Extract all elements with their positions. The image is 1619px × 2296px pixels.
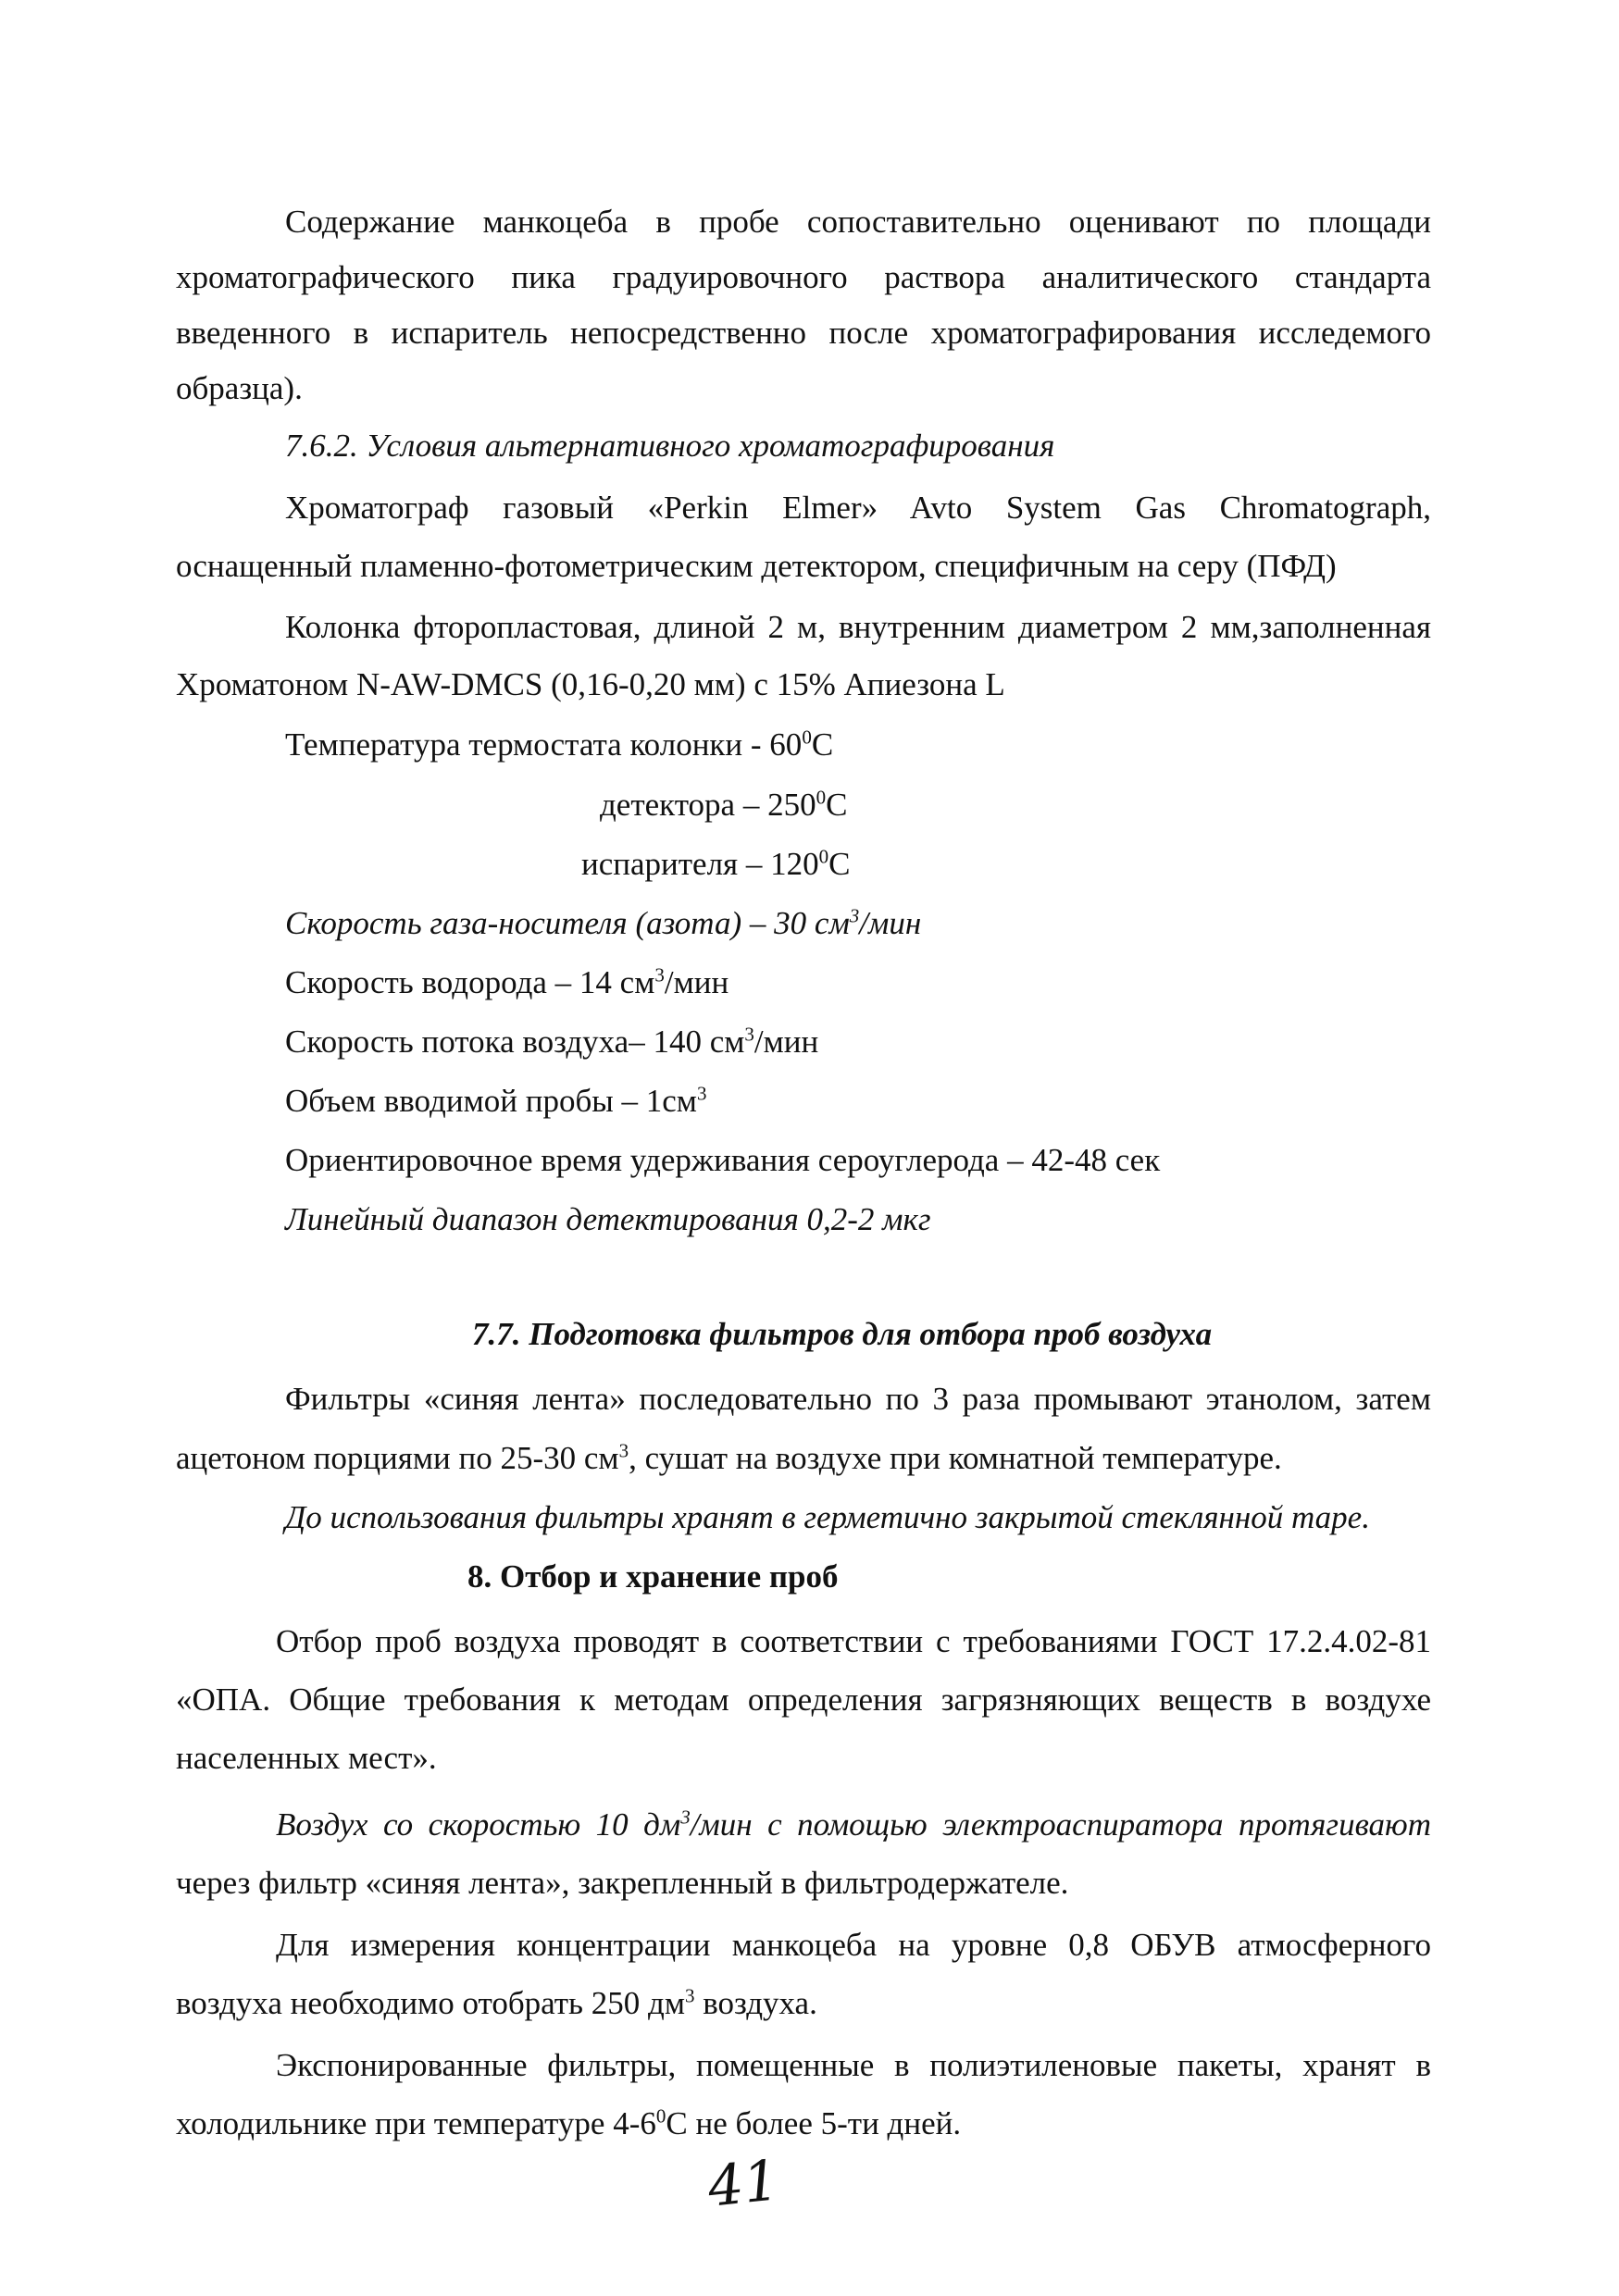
retention-time: Ориентировочное время удерживания сероуглерода – 42-48 сек bbox=[285, 1142, 1161, 1178]
chromatograph-line1: Хроматограф газовый «Perkin Elmer» Avto System Gas Chromatograph, bbox=[285, 490, 1431, 526]
p1-line4: образца). bbox=[176, 370, 303, 406]
sampling-line1: Отбор проб воздуха проводят в соответствии с требованиями ГОСТ 17.2.4.02-81 bbox=[276, 1623, 1431, 1659]
hydrogen-rate: Скорость водорода – 14 $см^3$/мин bbox=[285, 963, 729, 1000]
sampling-line2: «ОПА. Общие требования к методам определения загрязняющих веществ в воздухе bbox=[176, 1682, 1431, 1718]
filters-line2: ацетоном порциями по 25-30 $см^3$, сушат на воздухе при комнатной температуре. bbox=[176, 1439, 1282, 1476]
p1-line2: хроматографического пика градуировочного раствора аналитического стандарта bbox=[176, 259, 1431, 295]
air-flow-rate: Скорость потока воздуха– 140 $см^3$/мин bbox=[285, 1023, 819, 1060]
p1-line1: Содержание манкоцеба в пробе сопоставительно оценивают по площади bbox=[285, 204, 1431, 240]
chromatograph-line2: оснащенный пламенно-фотометрическим детектором, специфичным на серу (ПФД) bbox=[176, 548, 1337, 584]
filters-line1: Фильтры «синяя лента» последовательно по 3 раза промывают этанолом, затем bbox=[285, 1381, 1431, 1417]
section-8-title: 8. Отбор и хранение проб bbox=[467, 1558, 839, 1595]
sample-volume: Объем вводимой пробы – $1см^3$ bbox=[285, 1082, 707, 1119]
air-speed-line1: Воздух со скоростью 10 $дм^3$/мин с помощью электроаспиратора протягивают bbox=[276, 1806, 1431, 1843]
column-line1: Колонка фторопластовая, длиной 2 м, внутренним диаметром 2 мм,заполненная bbox=[285, 609, 1431, 645]
sampling-line3: населенных мест». bbox=[176, 1740, 437, 1776]
linear-range: Линейный диапазон детектирования 0,2-2 мкг bbox=[285, 1201, 931, 1237]
p1-line3: введенного в испаритель непосредственно после хроматографирования исследемого bbox=[176, 315, 1431, 351]
carrier-gas-rate: Скорость газа-носителя (азота) – 30 $см^3$/мин bbox=[285, 904, 922, 941]
column-line2: Хроматоном N-AW-DMCS (0,16-0,20 мм) с 15% Апиезона L bbox=[176, 666, 1005, 702]
concentration-line1: Для измерения концентрации манкоцеба на уровне 0,8 ОБУВ атмосферного bbox=[276, 1927, 1431, 1963]
section-77-title: 7.7. Подготовка фильтров для отбора проб воздуха bbox=[472, 1316, 1213, 1352]
temp-detector: детектора – $250^0С$ bbox=[600, 786, 848, 823]
filters-line3: До использования фильтры хранят в герметично закрытой стеклянной таре. bbox=[285, 1499, 1370, 1535]
concentration-line2: воздуха необходимо отобрать 250 $дм^3$ воздуха. bbox=[176, 1984, 817, 2021]
storage-line1: Экспонированные фильтры, помещенные в полиэтиленовые пакеты, хранят в bbox=[276, 2047, 1431, 2083]
temp-column: Температура термостата колонки - $60^0С$ bbox=[285, 726, 834, 763]
temp-evaporator: испарителя – $120^0С$ bbox=[581, 845, 851, 882]
storage-line2: холодильнике при температуре $4-6^0С$ не более 5-ти дней. bbox=[176, 2104, 962, 2141]
section-762-title: 7.6.2. Условия альтернативного хроматографирования bbox=[285, 428, 1055, 464]
air-speed-line2: через фильтр «синяя лента», закрепленный в фильтродержателе. bbox=[176, 1865, 1069, 1901]
page-number: 41 bbox=[704, 2148, 782, 2220]
